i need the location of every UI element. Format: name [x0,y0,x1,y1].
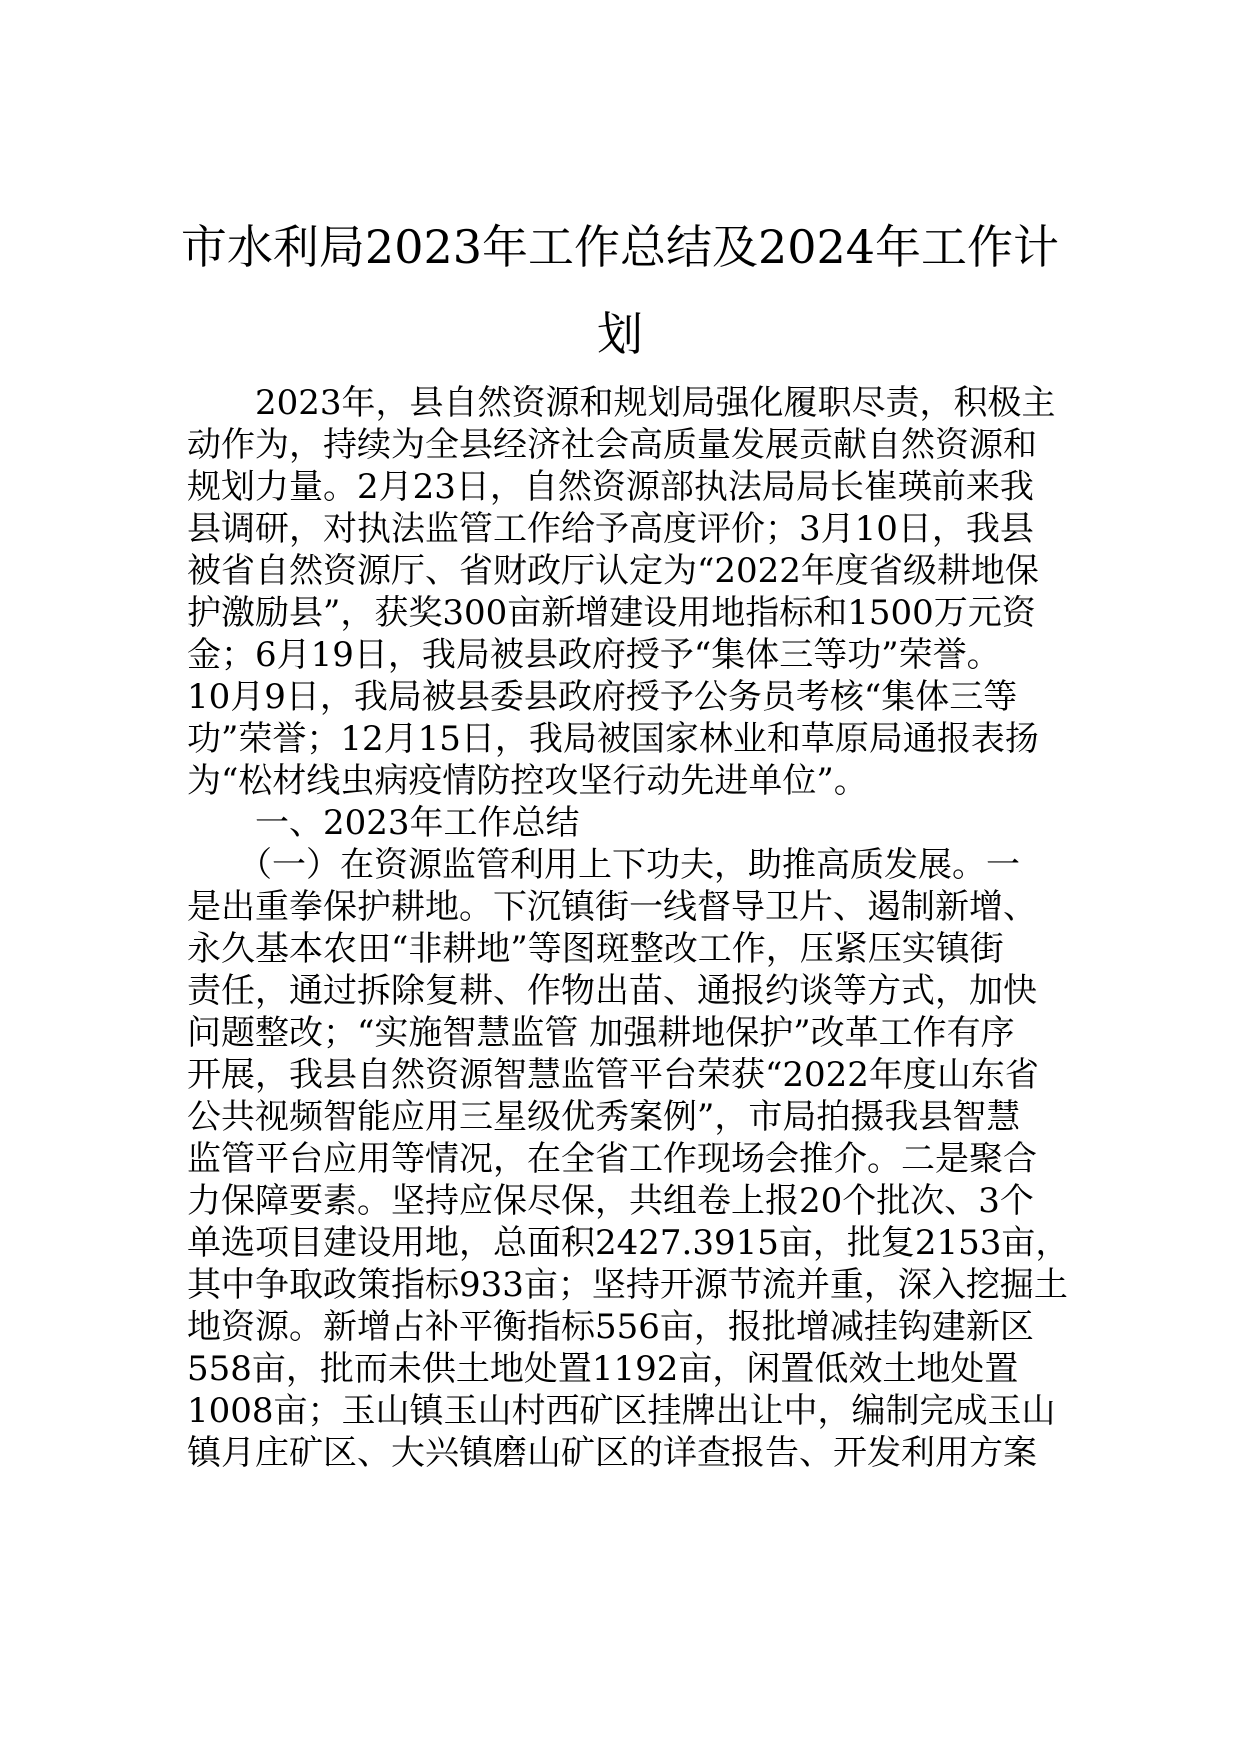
body-line: 护激励县”，获奖300亩新增建设用地指标和1500万元资 [187,593,1036,633]
body-line: 单选项目建设用地，总面积2427.3915亩，批复2153亩， [187,1223,1070,1263]
body-line: 为“松材线虫病疫情防控攻坚行动先进单位”。 [187,761,868,801]
section-heading: 一、2023年工作总结 [187,803,580,843]
body-line: （一）在资源监管利用上下功夫，助推高质发展。一 [187,845,1020,885]
body-line: 问题整改；“实施智慧监管 加强耕地保护”改革工作有序 [187,1013,1015,1053]
body-line: 1008亩；玉山镇玉山村西矿区挂牌出让中，编制完成玉山 [187,1391,1056,1431]
body-line: 被省自然资源厅、省财政厅认定为“2022年度省级耕地保 [187,551,1039,591]
body-line: 功”荣誉；12月15日，我局被国家林业和草原局通报表扬 [187,719,1039,759]
body-line: 县调研，对执法监管工作给予高度评价；3月10日，我县 [187,509,1034,549]
body-line: 镇月庄矿区、大兴镇磨山矿区的详查报告、开发利用方案 [187,1433,1037,1473]
body-line: 永久基本农田“非耕地”等图斑整改工作，压紧压实镇街 [187,929,1004,969]
body-line: 开展，我县自然资源智慧监管平台荣获“2022年度山东省 [187,1055,1039,1095]
body-line: 其中争取政策指标933亩；坚持开源节流并重，深入挖掘土 [187,1265,1068,1305]
body-line: 金；6月19日，我局被县政府授予“集体三等功”荣誉。 [187,635,1001,675]
body-line: 10月9日，我局被县委县政府授予公务员考核“集体三等 [187,677,1018,717]
body-line: 动作为，持续为全县经济社会高质量发展贡献自然资源和 [187,425,1037,465]
body-line: 2023年，县自然资源和规划局强化履职尽责，积极主 [187,383,1056,423]
body-line: 地资源。新增占补平衡指标556亩，报批增减挂钩建新区 [187,1307,1034,1347]
body-line: 规划力量。2月23日，自然资源部执法局局长崔瑛前来我 [187,467,1034,507]
document-title-line-2: 划 [597,307,643,361]
body-line: 公共视频智能应用三星级优秀案例”，市局拍摄我县智慧 [187,1097,1021,1137]
document-title-line-1: 市水利局2023年工作总结及2024年工作计 [180,220,1060,274]
body-line: 责任，通过拆除复耕、作物出苗、通报约谈等方式，加快 [187,971,1037,1011]
body-line: 是出重拳保护耕地。下沉镇街一线督导卫片、遏制新增、 [187,887,1037,927]
body-line: 558亩，批而未供土地处置1192亩，闲置低效土地处置 [187,1349,1019,1389]
body-line: 力保障要素。坚持应保尽保，共组卷上报20个批次、3个 [187,1181,1034,1221]
body-line: 监管平台应用等情况，在全省工作现场会推介。二是聚合 [187,1139,1037,1179]
